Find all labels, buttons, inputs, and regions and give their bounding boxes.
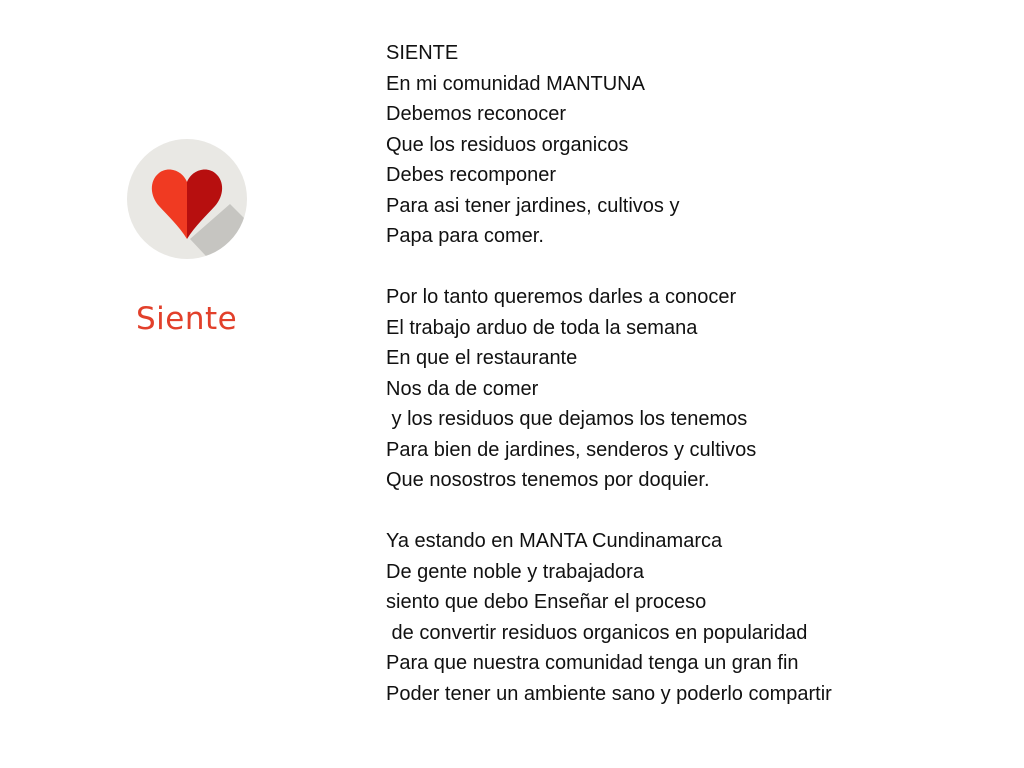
poem-line: Papa para comer. — [386, 225, 544, 247]
siente-logo — [120, 138, 260, 335]
poem-line: Que los residuos organicos — [386, 133, 629, 156]
poem-stanza-2 — [386, 282, 986, 496]
poem-line: de convertir residuos organicos en popularidad — [386, 621, 808, 644]
poem-stanza-1 — [386, 38, 986, 252]
poem-line: Poder tener un ambiente sano y poderlo compartir — [386, 682, 832, 705]
heart-icon — [126, 138, 248, 260]
poem-line: Que nosostros tenemos por doquier. — [386, 469, 710, 491]
poem-line: Para bien de jardines, senderos y cultivos — [386, 438, 757, 461]
poem-line: siento que debo Enseñar el proceso — [386, 591, 707, 613]
poem-line: De gente noble y trabajadora — [386, 560, 644, 583]
poem-line: Debes recomponer — [386, 164, 557, 186]
poem-text — [386, 38, 986, 709]
poem-line: Ya estando en MANTA Cundinamarca — [386, 530, 723, 552]
poem-line: Para que nuestra comunidad tenga un gran fin — [386, 652, 799, 674]
poem-line: El trabajo arduo de toda la semana — [386, 316, 698, 339]
poem-line: Debemos reconocer — [386, 103, 567, 125]
poem-stanza-3 — [386, 526, 986, 709]
logo-label: Siente — [136, 301, 238, 337]
poem-line: En mi comunidad MANTUNA — [386, 72, 645, 95]
poem-line: Para asi tener jardines, cultivos y — [386, 194, 680, 217]
poem-line: En que el restaurante — [386, 347, 578, 369]
poem-line: Nos da de comer — [386, 377, 539, 400]
poem-line: SIENTE — [386, 42, 459, 64]
poem-line: y los residuos que dejamos los tenemos — [386, 408, 748, 430]
poem-line: Por lo tanto queremos darles a conocer — [386, 286, 737, 308]
